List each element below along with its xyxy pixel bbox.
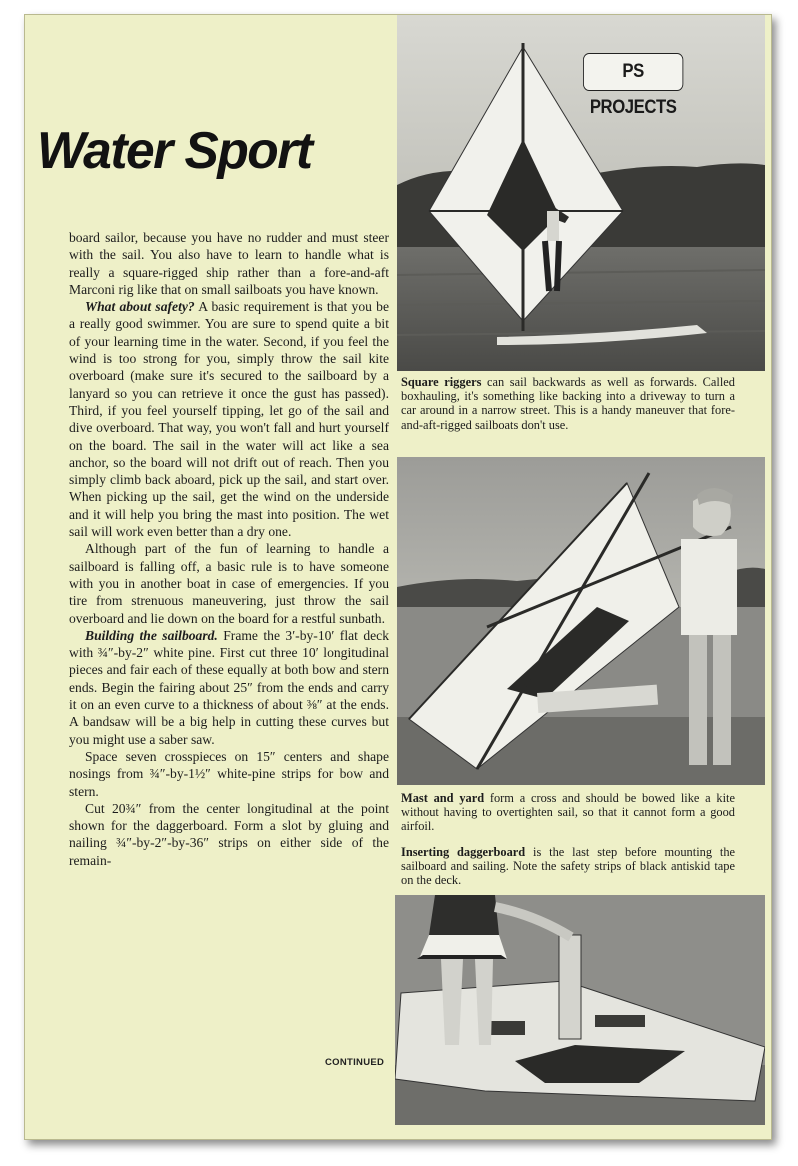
article-title: Water Sport	[37, 122, 312, 180]
photo-square-rigger-image	[397, 15, 765, 371]
paragraph: Space seven crosspieces on 15″ centers and shape nosings from ¾″-by-1½″ white-pine strips for bow and stern.	[69, 748, 389, 799]
ps-projects-badge: PS PROJECTS	[583, 53, 683, 91]
paragraph: board sailor, because you have no rudder and must steer with the sail. You also have to learn to handle what is really a square-rigged ship rather than a fore-and-aft Marconi rig like that on small sailboats you have known.	[69, 230, 389, 297]
run-in-heading: What about safety?	[85, 299, 195, 315]
continued-label: CONTINUED	[325, 1057, 385, 1068]
photo-column	[397, 15, 765, 1139]
magazine-page	[24, 14, 772, 1140]
caption-photo-3: Inserting daggerboard is the last step before mounting the sailboard and sailing. Note the safety strips of black antiskid tape on the deck.	[401, 845, 736, 888]
photo-mast-and-yard	[397, 457, 765, 785]
paragraph: Building the sailboard. Frame the 3′-by-10′ flat deck with ¾″-by-2″ white pine. First cut three 10′ longitudinal pieces and fair each of these equally at both bow and stern ends. Begin the fairing about 25″ from the ends and carry it on an even curve to a thickness of about ⅜″ at the ends. A bandsaw will be a big help in cutting these curves but you might use a saber saw.	[69, 627, 389, 747]
paragraph: Cut 20¾″ from the center longitudinal at the point shown for the daggerboard. Form a slot by gluing and nailing ¾″-by-2″-by-36″ strips on either side of the remain-	[69, 800, 389, 868]
photo-square-rigger	[397, 15, 765, 371]
photo-inserting-daggerboard	[395, 895, 765, 1125]
paragraph: Although part of the fun of learning to handle a sailboard is falling off, a basic rule is to have someone with you in another boat in case of emergencies. If you tire from strenuous maneuvering, just throw the sail overboard and lie down on the board for a restful sunbath.	[69, 541, 389, 626]
caption-photo-2: Mast and yard form a cross and should be bowed like a kite without having to overtighten sail, so that it cannot form a good airfoil.	[401, 791, 735, 834]
photo-mast-and-yard-image	[397, 457, 765, 785]
text-column	[37, 15, 389, 1125]
caption-photo-1: Square riggers can sail backwards as well as forwards. Called boxhauling, it's something like backing into a driveway to turn a car around in a narrow street. This is a handy maneuver that fore-and-aft-rigged sailboats don't use.	[401, 375, 735, 432]
paragraph: What about safety? A basic requirement is that you be a really good swimmer. You are sure to spend quite a bit of your learning time in the water. Second, if you feel the wind is too strong for you, simply throw the sail kite overboard (make sure it's secured to the sailboard by a lanyard so you can retrieve it once the gust has passed). Third, if you feel yourself tipping, let go of the sail and dive overboard. That way, you won't fall and hurt yourself on the board. The sail in the water will act like a sea anchor, so the board will not drift out of reach. Then you simply climb back aboard, pick up the sail, and start over. When picking up the sail, get the wind on the underside and it will help you bring the mast into position. The wet sail will work even better than a dry one.	[69, 299, 390, 540]
article-body	[69, 229, 389, 869]
photo-inserting-daggerboard-image	[395, 895, 765, 1125]
run-in-heading: Building the sailboard.	[85, 627, 218, 643]
